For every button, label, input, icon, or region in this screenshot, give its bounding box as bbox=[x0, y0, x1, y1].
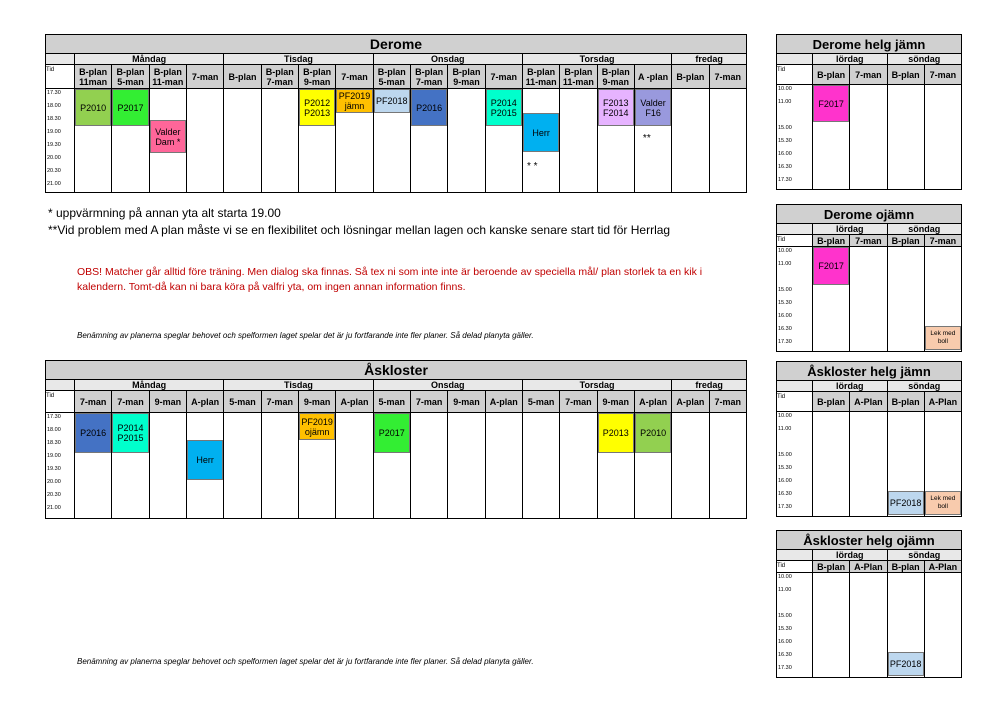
slot[interactable] bbox=[410, 413, 447, 519]
field-header: A-plan bbox=[186, 391, 223, 413]
slot[interactable] bbox=[186, 89, 223, 193]
day-friday: fredag bbox=[672, 54, 747, 65]
day-saturday: lördag bbox=[813, 381, 888, 392]
field-header: B-plan 9-man bbox=[448, 65, 485, 89]
asterisk-note: * * bbox=[526, 161, 538, 172]
field-header: B-plan bbox=[887, 561, 924, 573]
field-header: B-plan 7-man bbox=[410, 65, 447, 89]
slot[interactable] bbox=[522, 413, 559, 519]
derome-title: Derome bbox=[46, 35, 747, 54]
day-friday: fredag bbox=[672, 380, 747, 391]
day-sunday: söndag bbox=[887, 550, 962, 561]
day-sunday: söndag bbox=[887, 224, 962, 235]
derome-ojamn bbox=[776, 204, 962, 352]
slot[interactable] bbox=[924, 573, 961, 678]
slot[interactable] bbox=[887, 247, 924, 352]
field-header: 9-man bbox=[448, 391, 485, 413]
slot[interactable] bbox=[813, 85, 850, 190]
slot[interactable] bbox=[813, 573, 850, 678]
slot[interactable] bbox=[924, 85, 961, 190]
slot[interactable] bbox=[448, 89, 485, 193]
event-p2013[interactable]: P2013 bbox=[598, 413, 634, 453]
field-header: B-plan bbox=[887, 392, 924, 412]
time-column: 10.00 11.00 15.00 15.30 16.00 16.30 17.30 bbox=[777, 412, 813, 517]
slot[interactable] bbox=[560, 413, 597, 519]
field-header: B-plan bbox=[813, 235, 850, 247]
field-header: B-plan bbox=[224, 65, 261, 89]
slot[interactable] bbox=[373, 413, 410, 519]
event-herr[interactable]: Herr bbox=[523, 113, 559, 152]
day-saturday: lördag bbox=[813, 550, 888, 561]
day-wednesday: Onsdag bbox=[373, 54, 522, 65]
field-header: 7-man bbox=[336, 65, 373, 89]
day-saturday: lördag bbox=[813, 224, 888, 235]
time-column: 17.30 18.00 18.30 19.00 19.30 20.00 20.30 21.00 bbox=[46, 413, 75, 519]
slot[interactable] bbox=[924, 247, 961, 352]
event-pf2019[interactable]: PF2019 ojämn bbox=[299, 413, 335, 440]
tid-label: Tid bbox=[777, 392, 813, 412]
askloster-helg-jamn-title: Åskloster helg jämn bbox=[777, 362, 962, 381]
event-f2017[interactable]: F2017 bbox=[813, 247, 849, 285]
field-header: B-plan 9-man bbox=[298, 65, 335, 89]
time-column: 10.00 11.00 15.00 15.30 16.00 16.30 17.30 bbox=[777, 85, 813, 190]
note-naming: Benämning av planerna speglar behovet och spelformen laget spelar det är ju fortfarande inte fler planer. Så delad planyta gäller. bbox=[77, 331, 534, 340]
day-saturday: lördag bbox=[813, 54, 888, 65]
field-header: B-plan 7-man bbox=[261, 65, 298, 89]
slot[interactable] bbox=[75, 89, 112, 193]
time-column: 10.00 11.00 15.00 15.30 16.00 16.30 17.30 bbox=[777, 247, 813, 352]
askloster-helg-ojamn-title: Åskloster helg ojämn bbox=[777, 531, 962, 550]
field-header: A-Plan bbox=[850, 561, 887, 573]
tid-label: Tid bbox=[777, 235, 813, 247]
note-a-plan: **Vid problem med A plan måste vi se en flexibilitet och lösningar mellan lagen och kanske senare start tid för Herrlag bbox=[48, 223, 671, 237]
slot[interactable] bbox=[672, 89, 709, 193]
slot[interactable] bbox=[224, 89, 261, 193]
field-header: A-plan bbox=[634, 391, 671, 413]
field-header: 5-man bbox=[522, 391, 559, 413]
field-header: 7-man bbox=[485, 65, 522, 89]
event-p2012[interactable]: P2012 P2013 bbox=[299, 89, 335, 126]
slot[interactable] bbox=[850, 573, 887, 678]
field-header: 7-man bbox=[186, 65, 223, 89]
slot[interactable] bbox=[709, 413, 746, 519]
field-header: 5-man bbox=[224, 391, 261, 413]
slot[interactable] bbox=[261, 89, 298, 193]
slot[interactable] bbox=[813, 412, 850, 517]
event-pf2019[interactable]: PF2019 jämn bbox=[336, 89, 372, 113]
slot[interactable] bbox=[149, 413, 186, 519]
tid-label: Tid bbox=[777, 561, 813, 573]
time-column: 10.00 11.00 15.00 15.30 16.00 16.30 17.30 bbox=[777, 573, 813, 678]
slot[interactable] bbox=[597, 413, 634, 519]
slot[interactable] bbox=[485, 413, 522, 519]
slot[interactable] bbox=[298, 413, 335, 519]
event-p2017[interactable]: P2017 bbox=[112, 89, 148, 126]
slot[interactable] bbox=[887, 573, 924, 678]
slot[interactable] bbox=[298, 89, 335, 193]
field-header: B-plan 11man bbox=[75, 65, 112, 89]
field-header: 7-man bbox=[261, 391, 298, 413]
time-column: 17.30 18.00 18.30 19.00 19.30 20.00 20.30 21.00 bbox=[46, 89, 75, 193]
field-header: 7-man bbox=[924, 235, 961, 247]
field-header: B-plan bbox=[887, 235, 924, 247]
field-header: 9-man bbox=[149, 391, 186, 413]
event-pf2018[interactable]: PF2018 bbox=[888, 652, 924, 676]
askloster-helg-jamn bbox=[776, 361, 962, 517]
field-header: A-Plan bbox=[850, 392, 887, 412]
day-thursday: Torsdag bbox=[522, 380, 671, 391]
field-header: B-plan bbox=[887, 65, 924, 85]
event-pf2018[interactable]: PF2018 bbox=[888, 491, 924, 515]
slot[interactable] bbox=[410, 89, 447, 193]
derome-helg-jamn bbox=[776, 34, 962, 190]
event-valder-dam[interactable]: Valder Dam * bbox=[150, 120, 186, 153]
day-tuesday: Tisdag bbox=[224, 54, 373, 65]
slot[interactable] bbox=[850, 412, 887, 517]
slot[interactable] bbox=[112, 413, 149, 519]
slot[interactable] bbox=[560, 89, 597, 193]
field-header: 9-man bbox=[597, 391, 634, 413]
derome-helg-jamn-title: Derome helg jämn bbox=[777, 35, 962, 54]
note-warmup: * uppvärmning på annan yta alt starta 19.00 bbox=[48, 206, 281, 220]
field-header: B-plan 11-man bbox=[149, 65, 186, 89]
slot[interactable] bbox=[522, 89, 559, 193]
event-p2010[interactable]: P2010 bbox=[75, 89, 111, 126]
day-monday: Måndag bbox=[75, 54, 224, 65]
field-header: B-plan 5-man bbox=[112, 65, 149, 89]
day-tuesday: Tisdag bbox=[224, 380, 373, 391]
field-header: B-plan bbox=[813, 561, 850, 573]
slot[interactable] bbox=[850, 85, 887, 190]
event-f2017[interactable]: F2017 bbox=[813, 85, 849, 122]
event-p2016[interactable]: P2016 bbox=[411, 89, 447, 126]
day-monday: Måndag bbox=[75, 380, 224, 391]
field-header: B-plan 11-man bbox=[560, 65, 597, 89]
slot[interactable] bbox=[850, 247, 887, 352]
field-header: 7-man bbox=[709, 65, 746, 89]
event-p2014[interactable]: P2014 P2015 bbox=[112, 413, 148, 453]
note-obs-1: OBS! Matcher går alltid före träning. Men dialog ska finnas. Så tex ni som inte inte är beroende av speciella mål/ plan storlek ta en kik i bbox=[77, 266, 703, 278]
day-wednesday: Onsdag bbox=[373, 380, 522, 391]
slot[interactable] bbox=[112, 89, 149, 193]
field-header: 7-man bbox=[410, 391, 447, 413]
field-header: A-Plan bbox=[924, 392, 961, 412]
slot[interactable] bbox=[924, 412, 961, 517]
field-header: 7-man bbox=[112, 391, 149, 413]
derome-ojamn-title: Derome ojämn bbox=[777, 205, 962, 224]
field-header: A-plan bbox=[672, 391, 709, 413]
slot[interactable] bbox=[224, 413, 261, 519]
event-p2016[interactable]: P2016 bbox=[75, 413, 111, 453]
field-header: B-plan bbox=[813, 392, 850, 412]
note-naming-bottom: Benämning av planerna speglar behovet och spelformen laget spelar det är ju fortfarande inte fler planer. Så delad planyta gäller. bbox=[77, 657, 534, 666]
field-header: B-plan 5-man bbox=[373, 65, 410, 89]
field-header: 7-man bbox=[560, 391, 597, 413]
event-lek-med-boll[interactable]: Lek med boll bbox=[925, 491, 961, 515]
field-header: 7-man bbox=[850, 235, 887, 247]
field-header: 9-man bbox=[298, 391, 335, 413]
event-p2017[interactable]: P2017 bbox=[374, 413, 410, 453]
event-valder-f16[interactable]: Valder F16 bbox=[635, 89, 671, 126]
slot[interactable] bbox=[887, 412, 924, 517]
field-header: 7-man bbox=[924, 65, 961, 85]
field-header: 5-man bbox=[373, 391, 410, 413]
slot[interactable] bbox=[485, 89, 522, 193]
field-header: A -plan bbox=[634, 65, 671, 89]
slot[interactable] bbox=[634, 413, 671, 519]
slot[interactable] bbox=[336, 413, 373, 519]
event-p2014[interactable]: P2014 P2015 bbox=[486, 89, 522, 126]
field-header: B-plan bbox=[813, 65, 850, 85]
slot[interactable] bbox=[672, 413, 709, 519]
field-header: B-plan bbox=[672, 65, 709, 89]
askloster-schedule bbox=[45, 360, 747, 519]
tid-label: Tid bbox=[46, 391, 75, 413]
slot[interactable] bbox=[887, 85, 924, 190]
slot[interactable] bbox=[186, 413, 223, 519]
event-f2013[interactable]: F2013 F2014 bbox=[598, 89, 634, 126]
day-thursday: Torsdag bbox=[522, 54, 671, 65]
field-header: 7-man bbox=[850, 65, 887, 85]
field-header: A-plan bbox=[336, 391, 373, 413]
askloster-helg-ojamn bbox=[776, 530, 962, 678]
field-header: 7-man bbox=[75, 391, 112, 413]
slot[interactable] bbox=[336, 89, 373, 193]
event-lek-med-boll[interactable]: Lek med boll bbox=[925, 326, 961, 350]
day-sunday: söndag bbox=[887, 54, 962, 65]
slot[interactable] bbox=[261, 413, 298, 519]
note-obs-2: kalendern. Tomt-då kan ni bara köra på valfri yta, om ingen annan information finns. bbox=[77, 281, 466, 293]
slot[interactable] bbox=[813, 247, 850, 352]
tid-label: Tid bbox=[46, 65, 75, 89]
field-header: A-plan bbox=[485, 391, 522, 413]
slot[interactable] bbox=[75, 413, 112, 519]
slot[interactable] bbox=[634, 89, 671, 193]
event-pf2018[interactable]: PF2018 bbox=[374, 89, 410, 113]
field-header: B-plan 11-man bbox=[522, 65, 559, 89]
slot[interactable] bbox=[448, 413, 485, 519]
field-header: 7-man bbox=[709, 391, 746, 413]
day-sunday: söndag bbox=[887, 381, 962, 392]
tid-label: Tid bbox=[777, 65, 813, 85]
asterisk-note: ** bbox=[642, 133, 651, 144]
askloster-title: Åskloster bbox=[46, 361, 747, 380]
event-herr[interactable]: Herr bbox=[187, 440, 223, 480]
event-p2010[interactable]: P2010 bbox=[635, 413, 671, 453]
slot[interactable] bbox=[149, 89, 186, 193]
derome-schedule bbox=[45, 34, 747, 193]
slot[interactable] bbox=[373, 89, 410, 193]
field-header: B-plan 9-man bbox=[597, 65, 634, 89]
slot[interactable] bbox=[597, 89, 634, 193]
field-header: A-Plan bbox=[924, 561, 961, 573]
slot[interactable] bbox=[709, 89, 746, 193]
